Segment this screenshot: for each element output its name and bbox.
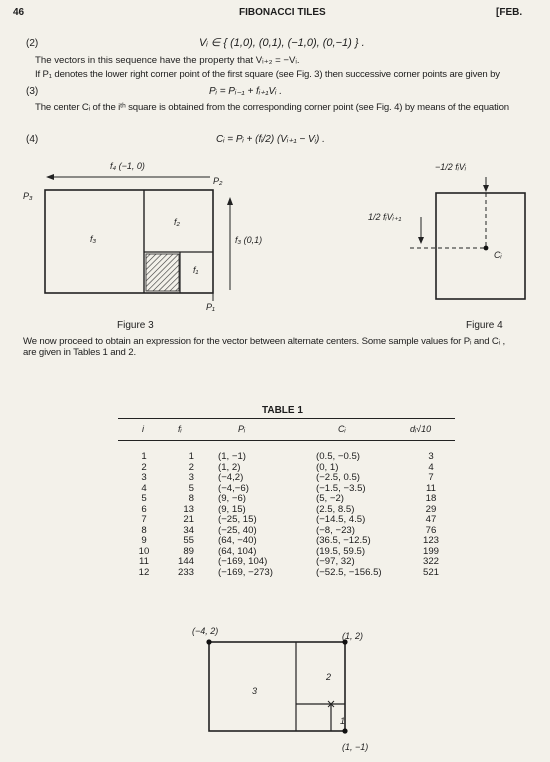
- table-cell: (0, 1): [316, 461, 339, 473]
- table-cell: (−8, −23): [316, 524, 355, 536]
- square-2-label: 2: [326, 672, 332, 682]
- outer-rectangle: [45, 190, 213, 293]
- table-cell: 34: [183, 524, 194, 536]
- table-cell: (−4,−6): [218, 482, 249, 494]
- page-number: 46: [13, 7, 25, 18]
- table-cell: (−25, 40): [218, 524, 257, 536]
- table-cell: 233: [177, 566, 194, 578]
- table-cell: 123: [422, 535, 439, 546]
- table-cell: 29: [425, 503, 437, 515]
- table-cell: 1: [141, 451, 147, 462]
- equation-number-4: (4): [26, 134, 39, 145]
- table-cell: (−169, 104): [218, 556, 268, 567]
- body-paragraph: We now proceed to obtain an expression for the vector between alternate centers. Some sample values for Pᵢ and Cᵢ , are given in Tables 1 and 2.: [23, 336, 506, 358]
- table-cell: (19.5, 59.5): [316, 545, 366, 557]
- table-cell: (5, −2): [316, 493, 344, 504]
- equation-2: Vᵢ ∈ { (1,0), (0,1), (−1,0), (0,−1) } .: [199, 37, 365, 49]
- center-point-text: The center Cᵢ of the iᵗʰ square is obtained from the corresponding corner point (see Fig. 4) by means of the equation: [35, 102, 509, 113]
- table-rule-header: [118, 440, 455, 441]
- outer-rectangle: [209, 642, 345, 731]
- table-cell: 8: [141, 524, 147, 536]
- table-cell: (1, 2): [218, 461, 241, 473]
- table-cell: 12: [138, 566, 150, 578]
- center-dot: [484, 246, 489, 251]
- table-cell: (−97, 32): [316, 556, 355, 567]
- f3-label: f₃: [90, 234, 97, 244]
- table-cell: 322: [422, 556, 439, 567]
- table-cell: 47: [425, 514, 437, 525]
- table-cell: 144: [177, 556, 194, 567]
- table-cell: (−169, −273): [218, 566, 273, 578]
- table-cell: 13: [183, 503, 194, 515]
- table-cell: 3: [141, 472, 147, 483]
- top-left-label: (−4, 2): [192, 626, 219, 636]
- issue-label: [FEB.: [496, 7, 523, 18]
- table-cell: 1: [188, 451, 194, 462]
- table-rule-top: [118, 418, 455, 419]
- table-cell: 5: [141, 493, 147, 504]
- table-cell: (0.5, −0.5): [316, 451, 360, 462]
- corner-dot-top-left: [206, 639, 211, 644]
- f4-arrowhead: [46, 174, 54, 180]
- column-i: [132, 452, 156, 578]
- p1-label: P₁: [206, 302, 215, 312]
- table-cell: 9: [141, 535, 147, 546]
- table-header-p: Pᵢ: [238, 424, 246, 434]
- figure-4-caption: Figure 4: [466, 320, 503, 331]
- table-cell: 55: [183, 535, 194, 546]
- table-cell: 2: [141, 461, 147, 473]
- table-cell: (−25, 15): [218, 514, 257, 525]
- f1-label: f₁: [193, 265, 199, 275]
- table-cell: (64, −40): [218, 535, 257, 546]
- table-cell: 18: [425, 493, 437, 504]
- top-vector-label: −1/2 fᵢVᵢ: [435, 162, 467, 172]
- table-cell: (1, −1): [218, 451, 246, 462]
- table-header-d: dᵢ√10: [410, 424, 432, 434]
- table-cell: (64, 104): [218, 545, 257, 557]
- corner-dot-bottom-right: [342, 728, 347, 733]
- bottom-right-label: (1, −1): [342, 742, 369, 752]
- table-cell: 3: [188, 472, 194, 483]
- table-cell: (−52.5, −156.5): [316, 566, 382, 578]
- column-f: [168, 452, 194, 578]
- table-header-i: i: [142, 424, 144, 434]
- running-title: FIBONACCI TILES: [239, 7, 326, 18]
- f2-label: f₂: [174, 217, 180, 227]
- column-c: [316, 452, 382, 578]
- table-cell: 11: [426, 482, 436, 494]
- table-cell: 4: [141, 482, 147, 494]
- side-vector-label: 1/2 fᵢVᵢ₊₁: [368, 212, 402, 222]
- table-cell: 21: [183, 514, 194, 525]
- table-cell: 11: [139, 556, 149, 567]
- table-cell: 199: [422, 545, 439, 557]
- hatched-square: [146, 254, 179, 291]
- top-arrowhead: [483, 185, 489, 192]
- table-cell: 4: [428, 461, 434, 473]
- vector-property-text: The vectors in this sequence have the property that Vᵢ₊₂ = −Vᵢ.: [35, 55, 300, 66]
- figure-4-diagram: [360, 155, 550, 315]
- table-header-f: fᵢ: [178, 424, 182, 434]
- table-cell: 7: [428, 472, 434, 483]
- table-cell: 3: [428, 451, 434, 462]
- center-label: Cᵢ: [494, 250, 502, 260]
- table-cell: (−1.5, −3.5): [316, 482, 366, 494]
- f3-arrowhead: [227, 197, 233, 205]
- f3-vector-label: f₃ (0,1): [235, 235, 263, 245]
- table-cell: 2: [188, 461, 194, 473]
- figure-3-diagram: [0, 155, 280, 315]
- table-cell: (9, −6): [218, 493, 246, 504]
- top-right-label: (1, 2): [342, 631, 364, 641]
- square-1-label: 1: [340, 716, 346, 726]
- coordinate-tiles-diagram: [180, 622, 410, 762]
- equation-4: Cᵢ = Pᵢ + (fᵢ/2) (Vᵢ₊₁ − Vᵢ) .: [216, 134, 325, 145]
- table-cell: 10: [138, 545, 150, 557]
- corner-point-text: If P₁ denotes the lower right corner point of the first square (see Fig. 3) then successive corner points are given by: [35, 69, 500, 80]
- table-cell: 89: [183, 545, 194, 557]
- equation-number-3: (3): [26, 86, 39, 97]
- equation-3: Pᵢ = Pᵢ₋₁ + fᵢ₊₁Vᵢ .: [209, 86, 282, 97]
- figure-3-caption: Figure 3: [117, 320, 154, 331]
- p3-label: P₃: [23, 191, 33, 201]
- column-p: [218, 452, 273, 578]
- f4-label: f₄ (−1, 0): [110, 161, 145, 171]
- table-cell: (−4,2): [218, 472, 244, 483]
- table-title: TABLE 1: [262, 405, 303, 416]
- column-d: [414, 452, 448, 578]
- table-cell: 76: [425, 524, 437, 536]
- table-cell: (−2.5, 0.5): [316, 472, 360, 483]
- table-cell: 8: [188, 493, 194, 504]
- vertical-arrowhead: [418, 237, 424, 244]
- equation-number-2: (2): [26, 38, 39, 49]
- table-cell: (9, 15): [218, 503, 246, 515]
- table-cell: 5: [188, 482, 194, 494]
- table-cell: 7: [141, 514, 147, 525]
- table-cell: (36.5, −12.5): [316, 535, 371, 546]
- square-i: [436, 193, 525, 299]
- table-cell: 6: [141, 503, 147, 515]
- p2-label: P₂: [213, 176, 223, 186]
- square-3-label: 3: [252, 686, 258, 696]
- table-header-c: Cᵢ: [338, 424, 346, 434]
- table-cell: (−14.5, 4.5): [316, 514, 366, 525]
- table-cell: (2.5, 8.5): [316, 503, 355, 515]
- table-cell: 521: [422, 566, 439, 578]
